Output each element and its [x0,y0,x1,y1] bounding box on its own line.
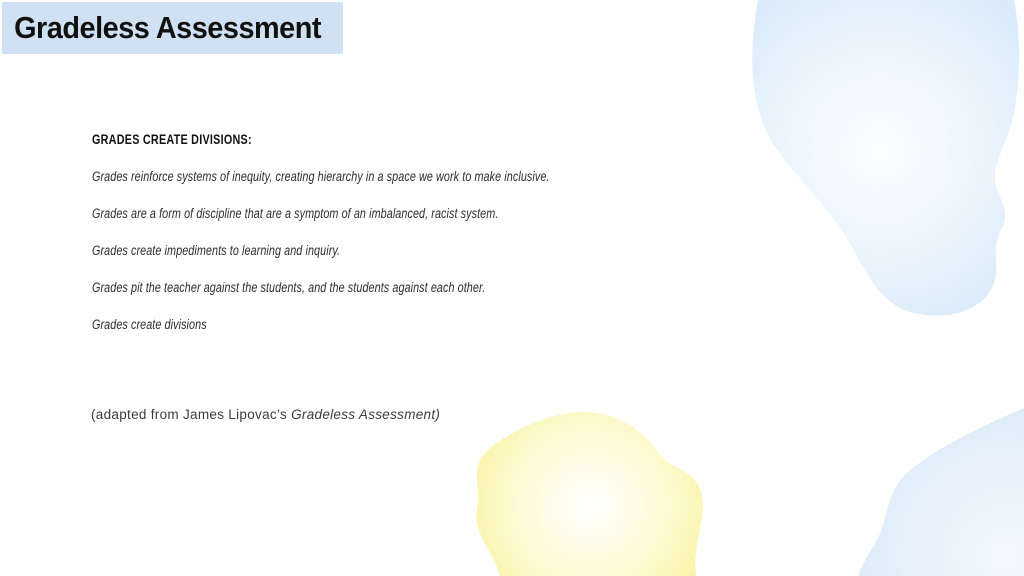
statement-4: Grades pit the teacher against the students, and the students against each other. [92,280,486,295]
statement-1: Grades reinforce systems of inequity, creating hierarchy in a space we work to make inclusive. [92,169,550,184]
slide-body [92,121,664,343]
blob-yellow-bottom-shape [476,412,703,576]
slide-title: Gradeless Assessment [14,10,322,45]
statement-2: Grades are a form of discipline that are a symptom of an imbalanced, racist system. [92,206,499,221]
blob-blue-top-right-shape [752,0,1019,316]
statement-5: Grades create divisions [92,317,207,332]
attribution-line [91,407,440,422]
statement-3: Grades create impediments to learning and inquiry. [92,243,341,258]
attribution-work-title: Gradeless Assessment) [291,407,441,422]
title-banner [2,2,343,54]
blob-blue-bottom-right-shape [858,408,1024,576]
attribution-prefix: (adapted from James Lipovac’s [91,407,292,422]
section-heading: GRADES CREATE DIVISIONS: [92,132,252,147]
